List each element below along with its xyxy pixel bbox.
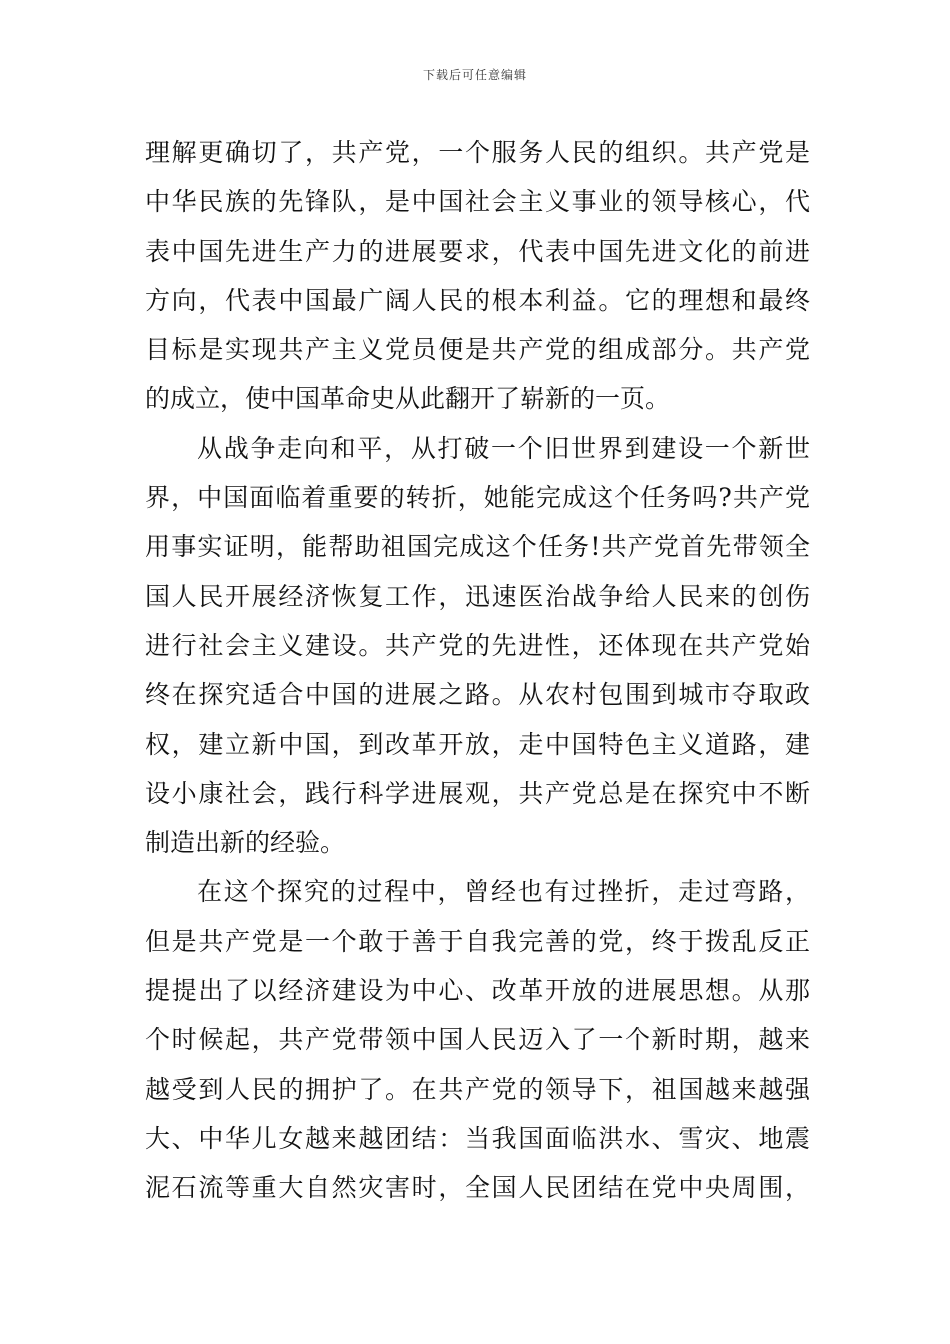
text-line: 界，中国面临着重要的转折，她能完成这个任务吗?共产党 [145, 483, 810, 513]
text-line: 目标是实现共产主义党员便是共产党的组成部分。共产党 [145, 335, 810, 365]
text-line: 表中国先进生产力的进展要求，代表中国先进文化的前进 [145, 236, 810, 266]
text-line: 方向，代表中国最广阔人民的根本利益。它的理想和最终 [145, 285, 810, 315]
text-line: 提提出了以经济建设为中心、改革开放的进展思想。从那 [145, 976, 810, 1006]
text-line: 理解更确切了，共产党，一个服务人民的组织。共产党是 [145, 138, 810, 167]
text-line: 进行社会主义建设。共产党的先进性，还体现在共产党始 [145, 630, 810, 660]
text-line: 中华民族的先锋队，是中国社会主义事业的领导核心，代 [145, 187, 810, 217]
text-line: 制造出新的经验。 [145, 828, 346, 858]
paragraph-1 [145, 128, 810, 424]
text-line: 个时候起，共产党带领中国人民迈入了一个新时期，越来 [145, 1025, 810, 1055]
text-line: 越受到人民的拥护了。在共产党的领导下，祖国越来越强 [145, 1074, 810, 1104]
paragraph-3 [145, 867, 810, 1212]
document-body [145, 128, 810, 1213]
text-line: 权，建立新中国，到改革开放，走中国特色主义道路，建 [145, 729, 810, 759]
paragraph-2 [145, 424, 810, 868]
page-header: 下载后可任意编辑 [422, 68, 527, 82]
text-line: 从战争走向和平，从打破一个旧世界到建设一个新世 [197, 433, 810, 463]
text-line: 国人民开展经济恢复工作，迅速医治战争给人民来的创伤 [145, 581, 810, 611]
text-line: 用事实证明，能帮助祖国完成这个任务!共产党首先带领全 [145, 532, 810, 562]
text-line: 设小康社会，践行科学进展观，共产党总是在探究中不断 [145, 778, 810, 808]
text-line: 在这个探究的过程中，曾经也有过挫折，走过弯路， [197, 877, 810, 907]
text-line: 终在探究适合中国的进展之路。从农村包围到城市夺取政 [145, 680, 810, 710]
text-line: 大、中华儿女越来越团结：当我国面临洪水、雪灾、地震 [145, 1123, 810, 1153]
text-line: 但是共产党是一个敢于善于自我完善的党，终于拨乱反正 [145, 926, 810, 956]
text-line: 泥石流等重大自然灾害时，全国人民团结在党中央周围， [145, 1173, 810, 1203]
text-line: 的成立，使中国革命史从此翻开了崭新的一页。 [145, 384, 671, 414]
